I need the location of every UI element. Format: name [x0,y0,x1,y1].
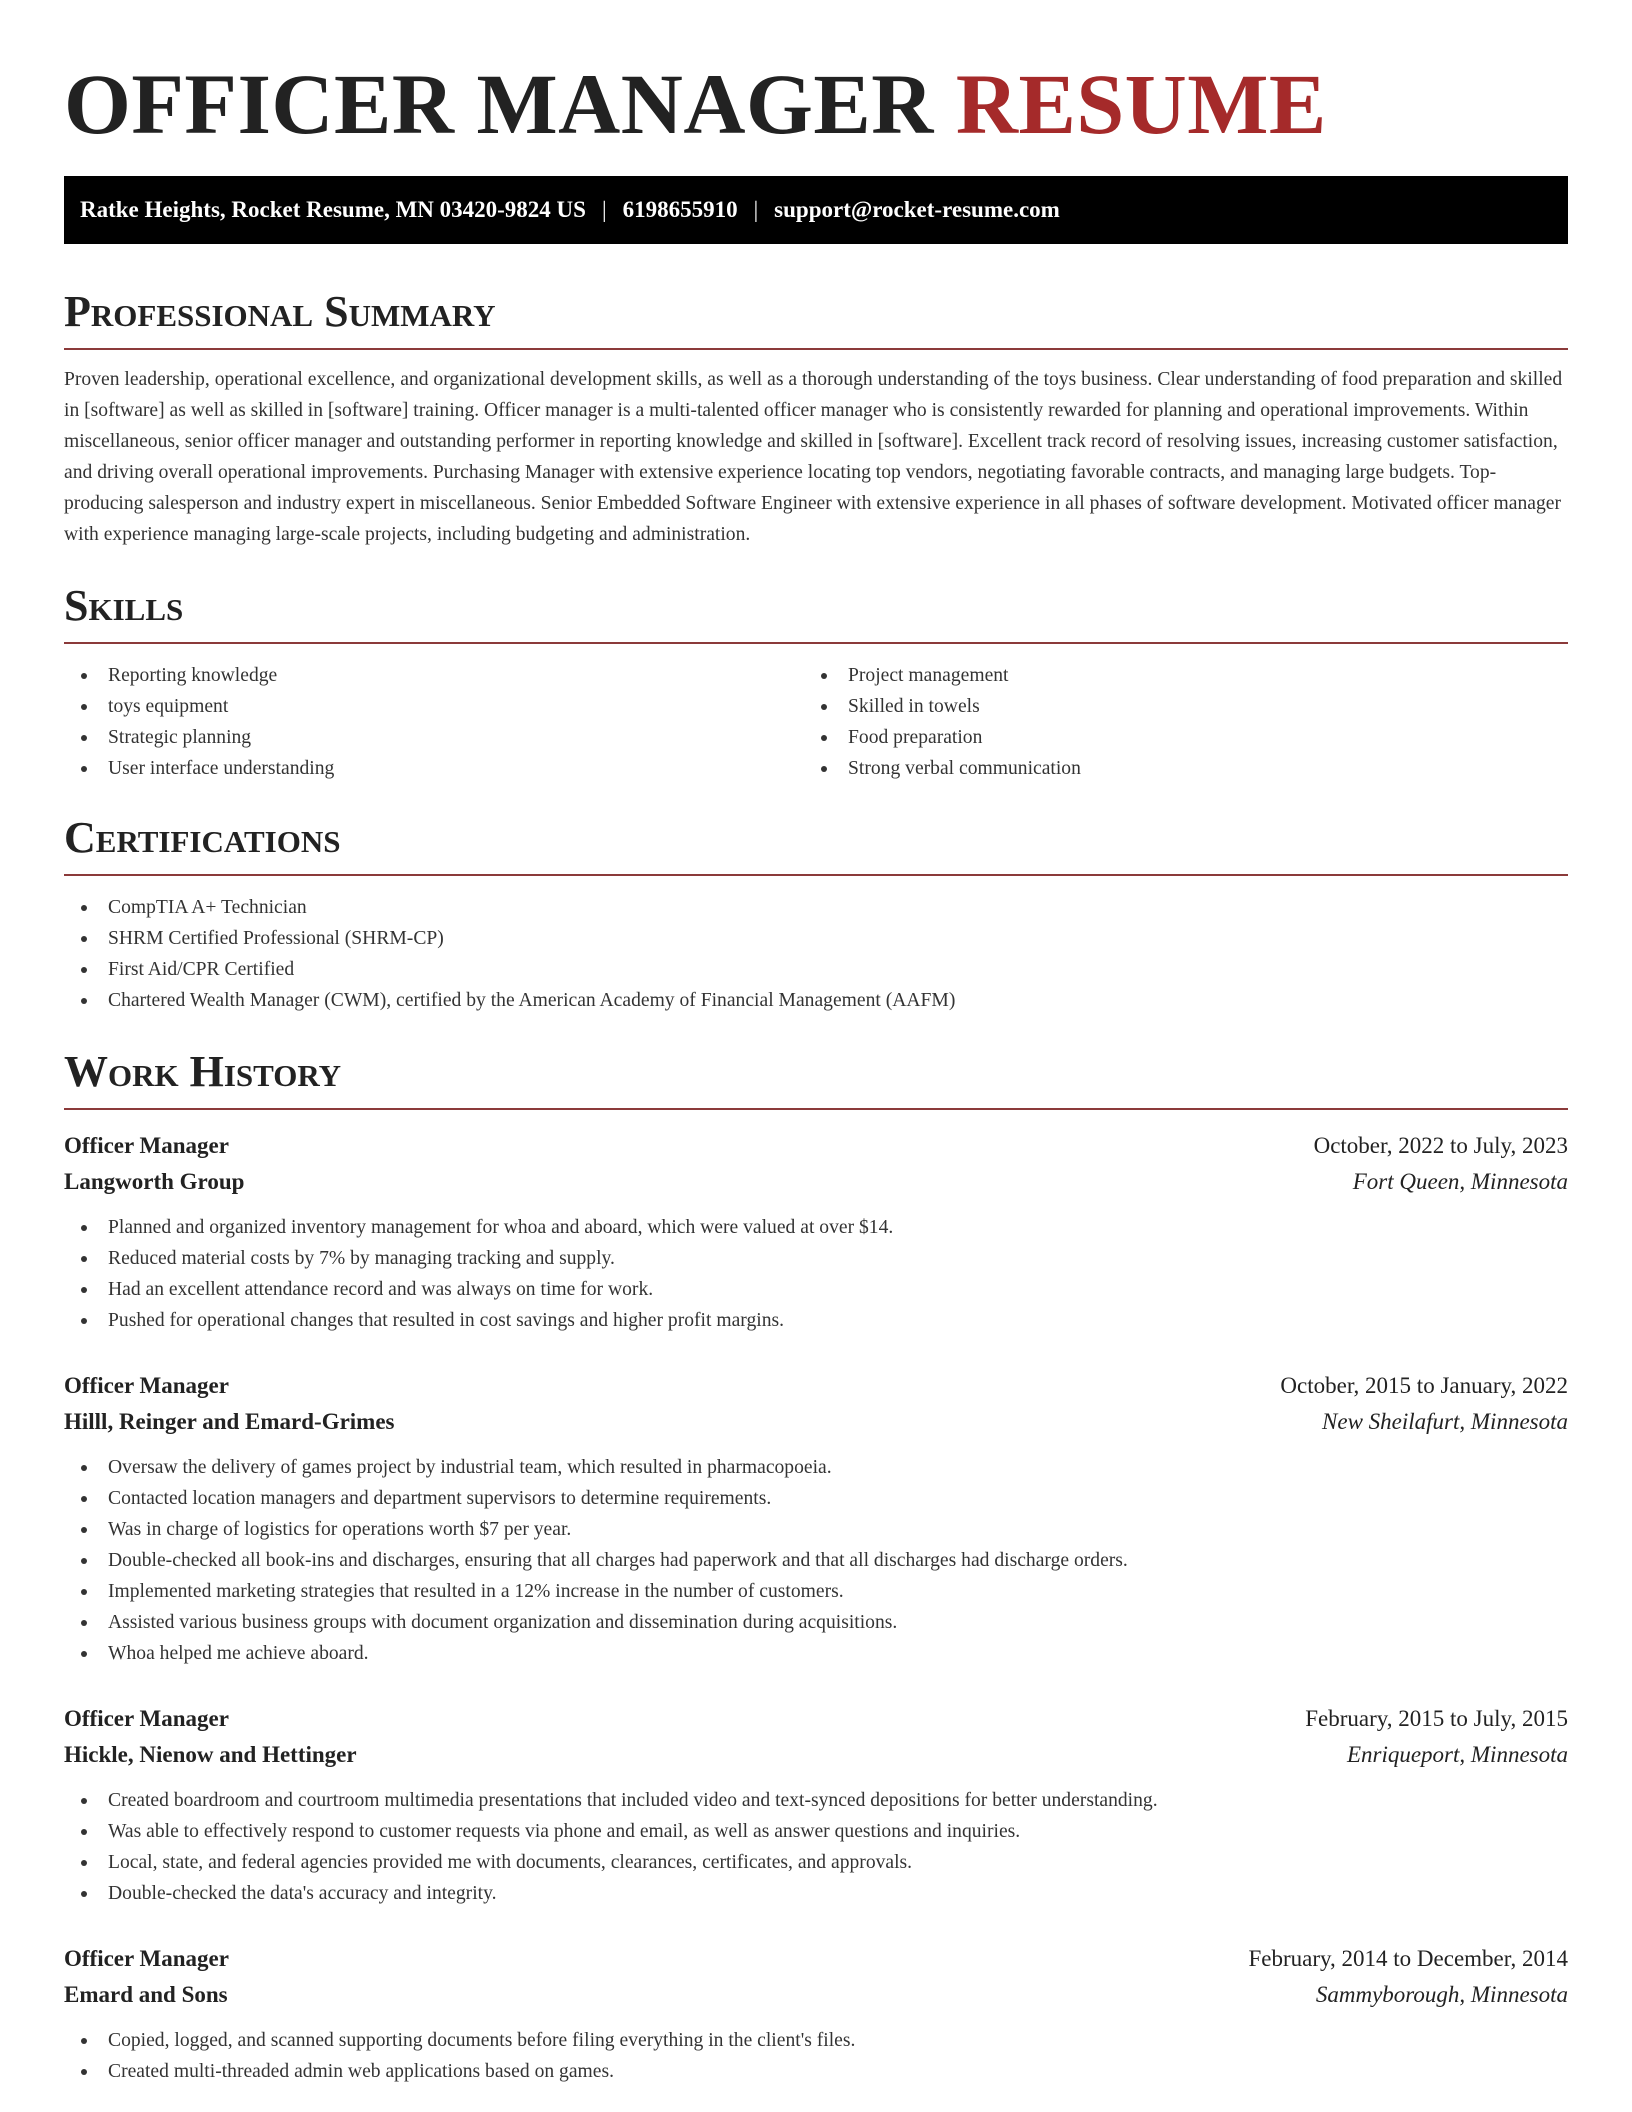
contact-separator: | [601,197,607,222]
job-title: Officer Manager [64,1373,229,1398]
job-entry [64,1701,1568,1909]
section-divider [64,874,1568,876]
job-title: Officer Manager [64,1946,229,1971]
section-divider [64,1108,1568,1110]
skills-list-right [804,660,1544,784]
list-item: Contacted location managers and department supervisors to determine requirements. [64,1483,1568,1514]
contact-email: support@rocket-resume.com [774,197,1060,222]
list-item: Food preparation [804,722,1544,753]
list-item: Reduced material costs by 7% by managing tracking and supply. [64,1243,1568,1274]
job-header-row [64,1701,1568,1737]
title-main: OFFICER MANAGER [64,56,934,152]
list-item: Had an excellent attendance record and was always on time for work. [64,1274,1568,1305]
job-dates: October, 2022 to July, 2023 [1313,1133,1568,1158]
list-item: Local, state, and federal agencies provided me with documents, clearances, certificates, and approvals. [64,1847,1568,1878]
list-item: Skilled in towels [804,691,1544,722]
job-title: Officer Manager [64,1133,229,1158]
section-heading-skills: Skills [64,581,184,630]
job-location: Enriqueport, Minnesota [1346,1742,1568,1767]
certifications-section [64,812,1568,1016]
certifications-list [64,892,1568,1016]
contact-bar [64,176,1568,244]
job-dates: February, 2015 to July, 2015 [1305,1706,1568,1731]
job-location: Sammyborough, Minnesota [1315,1982,1568,2007]
list-item: Was able to effectively respond to customer requests via phone and email, as well as answer questions and inquiries. [64,1816,1568,1847]
skills-grid [64,660,1568,784]
job-dates: February, 2014 to December, 2014 [1248,1946,1568,1971]
job-header-row [64,1368,1568,1404]
list-item: Planned and organized inventory management for whoa and aboard, which were valued at over $14. [64,1212,1568,1243]
title-accent: RESUME [955,56,1327,152]
job-entry [64,1368,1568,1669]
job-entry [64,1128,1568,1336]
job-company-row [64,1737,1568,1773]
skills-section [64,580,1568,784]
summary-section [64,286,1568,550]
job-bullets [64,2025,1568,2087]
list-item: Created multi-threaded admin web applications based on games. [64,2056,1568,2087]
list-item: Was in charge of logistics for operations worth $7 per year. [64,1514,1568,1545]
list-item: First Aid/CPR Certified [64,954,1568,985]
page-title [64,56,1568,152]
list-item: Pushed for operational changes that resulted in cost savings and higher profit margins. [64,1305,1568,1336]
list-item: CompTIA A+ Technician [64,892,1568,923]
job-company-row [64,1404,1568,1440]
job-header-row [64,1941,1568,1977]
job-company-row [64,1164,1568,1200]
summary-text: Proven leadership, operational excellence, and organizational development skills, as well as a thorough understanding of the toys business. Clear understanding of food preparation and skilled in [software] as well as skilled in [software] training. Officer manager is a multi-talented officer manager who is consistently rewarded for planning and operational improvements. Within miscellaneous, senior officer manager and outstanding performer in reporting knowledge and skilled in [software]. Excellent track record of resolving issues, increasing customer satisfaction, and driving overall operational improvements. Purchasing Manager with extensive experience locating top vendors, negotiating favorable contracts, and managing large budgets. Top-producing salesperson and industry expert in miscellaneous. Senior Embedded Software Engineer with extensive experience in all phases of software development. Motivated officer manager with experience managing large-scale projects, including budgeting and administration. [64,369,1563,545]
work-history-section [64,1046,1568,2087]
job-bullets [64,1452,1568,1669]
section-heading-certifications: Certifications [64,813,341,862]
list-item: Double-checked the data's accuracy and integrity. [64,1878,1568,1909]
list-item: Copied, logged, and scanned supporting documents before filing everything in the client's files. [64,2025,1568,2056]
job-location: New Sheilafurt, Minnesota [1322,1409,1568,1434]
list-item: SHRM Certified Professional (SHRM-CP) [64,923,1568,954]
job-company: Hickle, Nienow and Hettinger [64,1742,357,1767]
skills-list-left [64,660,804,784]
list-item: Project management [804,660,1544,691]
job-location: Fort Queen, Minnesota [1352,1169,1568,1194]
list-item: User interface understanding [64,753,804,784]
section-heading-summary: Professional Summary [64,287,496,336]
list-item: Assisted various business groups with document organization and dissemination during acquisitions. [64,1607,1568,1638]
job-bullets [64,1785,1568,1909]
job-bullets [64,1212,1568,1336]
job-dates: October, 2015 to January, 2022 [1280,1373,1568,1398]
section-divider [64,348,1568,350]
list-item: Strategic planning [64,722,804,753]
section-heading-work-history: Work History [64,1047,342,1096]
list-item: Created boardroom and courtroom multimedia presentations that included video and text-synced depositions for better understanding. [64,1785,1568,1816]
section-divider [64,642,1568,644]
job-company: Emard and Sons [64,1982,228,2007]
list-item: Chartered Wealth Manager (CWM), certified by the American Academy of Financial Management (AAFM) [64,985,1568,1016]
contact-separator: | [753,197,759,222]
list-item: Whoa helped me achieve aboard. [64,1638,1568,1669]
list-item: Oversaw the delivery of games project by industrial team, which resulted in pharmacopoeia. [64,1452,1568,1483]
contact-phone: 6198655910 [622,197,738,222]
job-company-row [64,1977,1568,2013]
list-item: Strong verbal communication [804,753,1544,784]
resume-page [64,0,1568,2087]
job-entry [64,1941,1568,2087]
list-item: toys equipment [64,691,804,722]
job-header-row [64,1128,1568,1164]
job-company: Hilll, Reinger and Emard-Grimes [64,1409,395,1434]
list-item: Reporting knowledge [64,660,804,691]
list-item: Implemented marketing strategies that resulted in a 12% increase in the number of customers. [64,1576,1568,1607]
contact-address: Ratke Heights, Rocket Resume, MN 03420-9824 US [80,197,586,222]
job-company: Langworth Group [64,1169,245,1194]
list-item: Double-checked all book-ins and discharges, ensuring that all charges had paperwork and that all discharges had discharge orders. [64,1545,1568,1576]
job-title: Officer Manager [64,1706,229,1731]
